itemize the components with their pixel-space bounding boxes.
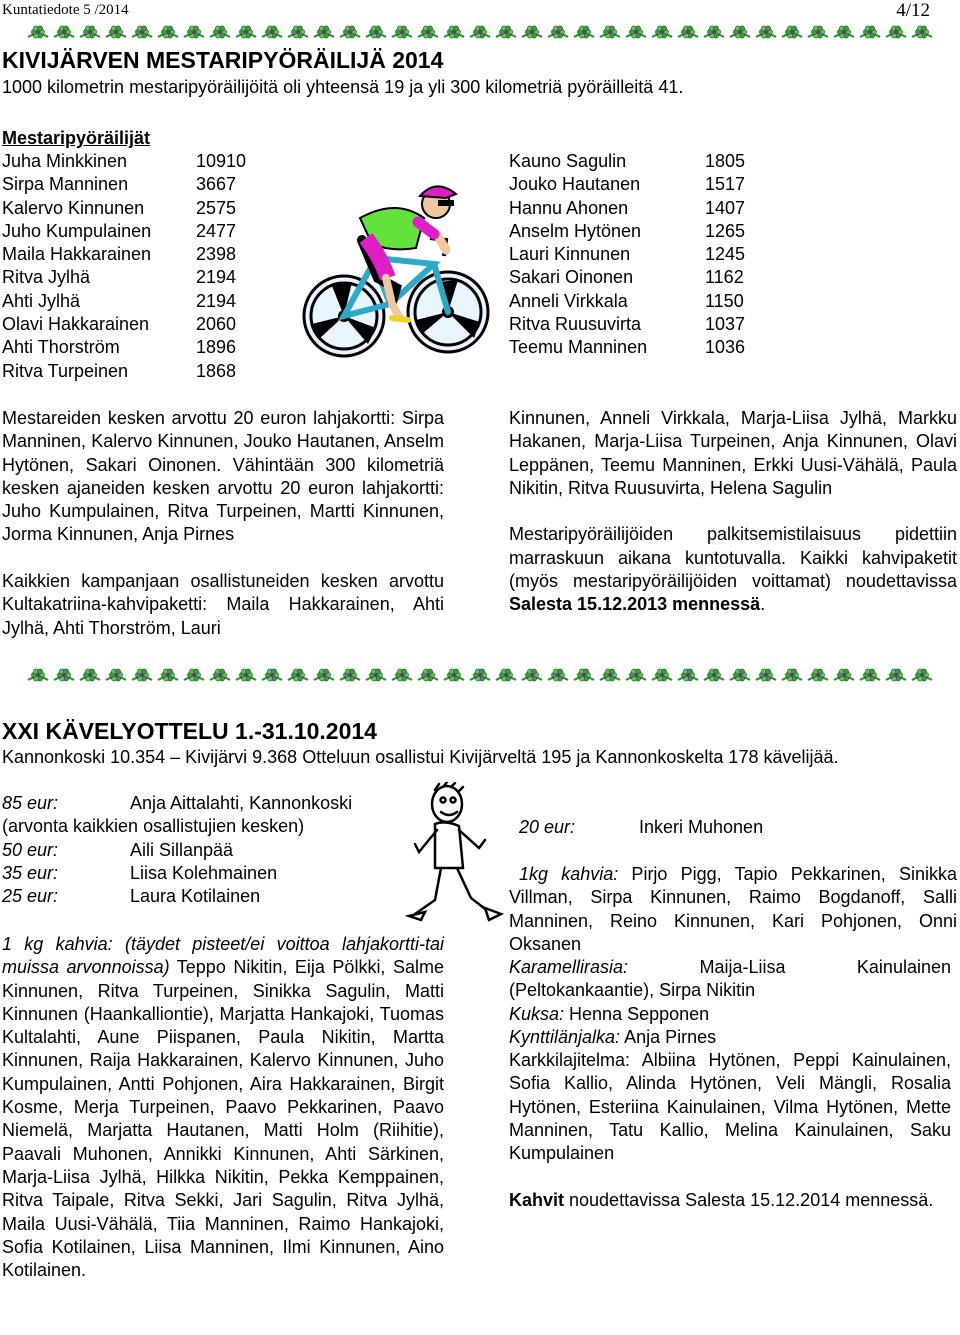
coffee-prize-continuation: Kinnunen, Anneli Virkkala, Marja-Liisa Jylhä, Markku Hakanen, Marja-Liisa Turpeinen, Anja Kinnunen, Olavi Leppänen, Teemu Manninen, Erkki Uusi-Vähälä, Paula Nikitin, Ritva Ruusuvirta, Helena Sagulin	[509, 408, 957, 498]
cyclist-name: Juha Minkkinen	[2, 151, 128, 171]
more-prizes-right	[509, 956, 951, 1166]
walker-illustration	[405, 782, 505, 932]
cyclist-km: 1037	[705, 314, 746, 335]
cyclist-illustration	[296, 178, 496, 378]
karkki-row: Karkkilajitelma: Albiina Hytönen, Peppi Kainulainen, Sofia Kallio, Alinda Hytönen, Veli Mängli, Rosalia Hytönen, Esteriina Kainulainen, Vilma Hytönen, Mette Manninen, Tatu Kallio, Melina Kainulainen, Saku Kumpulainen	[509, 1050, 951, 1164]
champion-list-heading: Mestaripyöräilijät	[2, 128, 151, 148]
prize-paragraph: Mestareiden kesken arvottu 20 euron lahjakortti: Sirpa Manninen, Kalervo Kinnunen, Jouko Hautanen, Anselm Hytönen, Sakari Oinonen. Vähintään 300 kilometriä kesken ajaneiden kesken arvottu 20 euron lahjakortti: Juho Kumpulainen, Ritva Turpeinen, Martti Kinnunen, Jorma Kinnunen, Anja Pirnes	[2, 408, 444, 545]
ranking-row	[2, 197, 246, 220]
cyclist-name: Anneli Virkkala	[509, 290, 628, 311]
cyclist-km: 1896	[196, 337, 237, 358]
prize-amount: 25 eur:	[2, 886, 59, 907]
ranking-row	[509, 243, 745, 266]
karamelli-row	[509, 956, 951, 1003]
cyclist-km: 1036	[705, 337, 746, 358]
cyclist-name: Kalervo Kinnunen	[2, 197, 145, 218]
ranking-row	[2, 290, 246, 313]
coffee-prize-paragraph: Kaikkien kampanjaan osallistuneiden kesken arvottu Kultakatriina-kahvipaketti: Maila Hakkarainen, Ahti Jylhä, Ahti Thorström, Lauri	[2, 571, 444, 638]
cyclist-km: 2575	[196, 197, 237, 218]
cyclist-km: 2194	[196, 267, 237, 288]
prize-list	[2, 792, 422, 908]
cyclist-km: 10910	[196, 151, 247, 171]
cyclist-km: 1407	[705, 197, 746, 218]
ranking-row	[2, 360, 246, 383]
cyclist-name: Sirpa Manninen	[2, 174, 129, 195]
cyclist-name: Sakari Oinonen	[509, 267, 634, 288]
floral-divider-top	[0, 22, 960, 44]
champion-list-right	[509, 150, 745, 360]
cycling-subtitle: 1000 kilometrin mestaripyöräilijöitä oli yhteensä 19 ja yli 300 kilometriä pyöräilleitä 41.	[2, 77, 684, 97]
prize-winner: Liisa Kolehmainen	[130, 862, 278, 883]
cyclist-name: Teemu Manninen	[509, 337, 648, 358]
cyclist-name: Maila Hakkarainen	[2, 244, 152, 265]
cyclist-name: Ritva Ruusuvirta	[509, 314, 642, 335]
cyclist-name: Ahti Thorström	[2, 337, 120, 358]
coffee-right-label: 1kg kahvia:	[519, 864, 619, 884]
cyclist-name: Juho Kumpulainen	[2, 220, 152, 241]
cyclist-name: Olavi Hakkarainen	[2, 314, 150, 335]
cycling-prizes-right	[509, 407, 957, 617]
cyclist-km: 1265	[705, 220, 746, 241]
kuksa-label: Kuksa:	[509, 1003, 565, 1024]
cyclist-name: Ritva Turpeinen	[2, 360, 129, 381]
cyclist-name: Lauri Kinnunen	[509, 244, 631, 265]
page-number: 4/12	[896, 0, 930, 21]
ranking-row	[2, 220, 246, 243]
cyclist-km: 1805	[705, 151, 746, 171]
coffee-label: 1 kg kahvia: (täydet pisteet/ei voittoa lahjakortti-tai muissa arvonnoissa)	[2, 934, 444, 978]
cyclist-name: Ritva Jylhä	[2, 267, 91, 288]
pickup-deadline: Salesta 15.12.2013 mennessä	[509, 594, 761, 615]
prize-amount: 35 eur:	[2, 862, 59, 883]
prize-row	[2, 839, 422, 862]
period: .	[760, 594, 766, 615]
kynttila-label: Kynttilänjalka:	[509, 1026, 621, 1047]
ranking-row	[2, 173, 246, 196]
prize-row	[2, 862, 422, 885]
prize-winner: (arvonta kaikkien osallistujien kesken)	[2, 816, 305, 837]
prize-winner: Laura Kotilainen	[130, 886, 261, 907]
award-event-text: Mestaripyöräilijöiden palkitsemistilaisuus pidettiin marraskuun aikana kuntotuvalla. Kaikki kahvipaketit (myös mestaripyöräilijöiden voittamat) noudettavissa	[509, 524, 957, 592]
coffee-right-names: Pirjo Pigg, Tapio Pekkarinen, Sinikka Villman, Sirpa Kinnunen, Raimo Bogdanoff, Salli Manninen, Reino Kinnunen, Kari Pohjonen, Onni Oksanen	[509, 864, 958, 954]
cyclist-name: Hannu Ahonen	[509, 197, 629, 218]
champion-list-left	[2, 150, 246, 383]
coffee-right-paragraph	[509, 863, 957, 956]
coffee-names: Teppo Nikitin, Eija Pölkki, Salme Kinnunen, Ritva Turpeinen, Sinikka Sagulin, Matti Kinnunen (Haankalliontie), Marjatta Hankajoki, Tuomas Kultalahti, Aune Piispanen, Paula Nikitin, Martta Kinnunen, Raija Hakkarainen, Kalervo Kinnunen, Juho Kumpulainen, Antti Pohjonen, Aira Hakkarainen, Birgit Kosme, Merja Turpeinen, Paavo Pekkarinen, Paavo Niemelä, Marjatta Hautanen, Matti Holm (Riihitie), Paavali Muhonen, Annikki Kinnunen, Ahti Särkinen, Marja-Liisa Jylhä, Hilkka Nikitin, Pekka Kemppainen, Ritva Taipale, Ritva Sekki, Jari Sagulin, Ritva Jylhä, Maila Uusi-Vähälä, Tiia Manninen, Raimo Hankajoki, Sofia Kotilainen, Liisa Manninen, Ilmi Kinnunen, Aino Kotilainen.	[2, 957, 444, 1281]
cyclist-km: 3667	[196, 174, 237, 195]
cyclist-km: 2398	[196, 244, 237, 265]
kuksa-names: Henna Sepponen	[564, 1003, 710, 1024]
ranking-row	[2, 243, 246, 266]
kynttila-row	[509, 1026, 951, 1049]
cycling-title: KIVIJÄRVEN MESTARIPYÖRÄILIJÄ 2014	[2, 47, 444, 73]
coffee-winners-left	[2, 933, 444, 1282]
prize-20-label: 20 eur:	[519, 817, 576, 837]
cyclist-km: 1245	[705, 244, 746, 265]
kahvit-rest: noudettavissa Salesta 15.12.2014 mennessä.	[564, 1190, 934, 1210]
cyclist-km: 1150	[705, 290, 744, 311]
prize-row	[2, 792, 422, 815]
cyclist-name: Kauno Sagulin	[509, 151, 627, 171]
ranking-row	[509, 336, 745, 359]
walking-prizes-right	[509, 863, 957, 956]
cyclist-km: 2060	[196, 314, 237, 335]
ranking-row	[2, 336, 246, 359]
cyclist-name: Jouko Hautanen	[509, 174, 641, 195]
coffee-pickup-note	[509, 1189, 951, 1212]
cyclist-km: 1162	[705, 267, 744, 288]
walking-title: XXI KÄVELYOTTELU 1.-31.10.2014	[2, 718, 377, 744]
cycling-prizes-left	[2, 407, 444, 640]
karamelli-names: Maija-Liisa Kainulainen (Peltokankaantie), Sirpa Nikitin	[509, 957, 951, 1001]
kahvit-bold: Kahvit	[509, 1190, 565, 1210]
prize-winner: Aili Sillanpää	[130, 839, 234, 860]
prize-winner: Anja Aittalahti, Kannonkoski	[130, 793, 353, 813]
prize-row	[2, 815, 422, 838]
award-event-paragraph	[509, 523, 957, 616]
cyclist-km: 2477	[196, 220, 237, 241]
kynttila-names: Anja Pirnes	[620, 1026, 717, 1047]
ranking-row	[509, 197, 745, 220]
ranking-row	[509, 150, 745, 173]
prize-20-name: Inkeri Muhonen	[639, 817, 764, 837]
prize-amount: 85 eur:	[2, 793, 59, 813]
prize-row	[2, 885, 422, 908]
newsletter-name: Kuntatiedote 5 /2014	[2, 2, 129, 18]
ranking-row	[509, 313, 745, 336]
cyclist-km: 1517	[705, 174, 746, 195]
ranking-row	[509, 173, 745, 196]
cyclist-name: Anselm Hytönen	[509, 220, 642, 241]
ranking-row	[509, 266, 745, 289]
cyclist-km: 1868	[196, 360, 237, 381]
ranking-row	[2, 150, 246, 173]
coffee-pickup-paragraph	[509, 1189, 951, 1212]
walking-results: Kannonkoski 10.354 – Kivijärvi 9.368 Otteluun osallistui Kivijärveltä 195 ja Kannonkoskelta 178 kävelijää.	[2, 747, 839, 767]
ranking-row	[2, 266, 246, 289]
ranking-row	[2, 313, 246, 336]
cyclist-name: Ahti Jylhä	[2, 290, 81, 311]
coffee-winners-paragraph	[2, 933, 444, 1282]
prize-20	[519, 817, 763, 838]
ranking-row	[509, 290, 745, 313]
prize-amount: 50 eur:	[2, 839, 59, 860]
floral-divider-middle	[0, 665, 960, 687]
ranking-row	[509, 220, 745, 243]
kuksa-row	[509, 1003, 951, 1026]
cyclist-km: 2194	[196, 290, 237, 311]
karamelli-label: Karamellirasia:	[509, 957, 629, 977]
